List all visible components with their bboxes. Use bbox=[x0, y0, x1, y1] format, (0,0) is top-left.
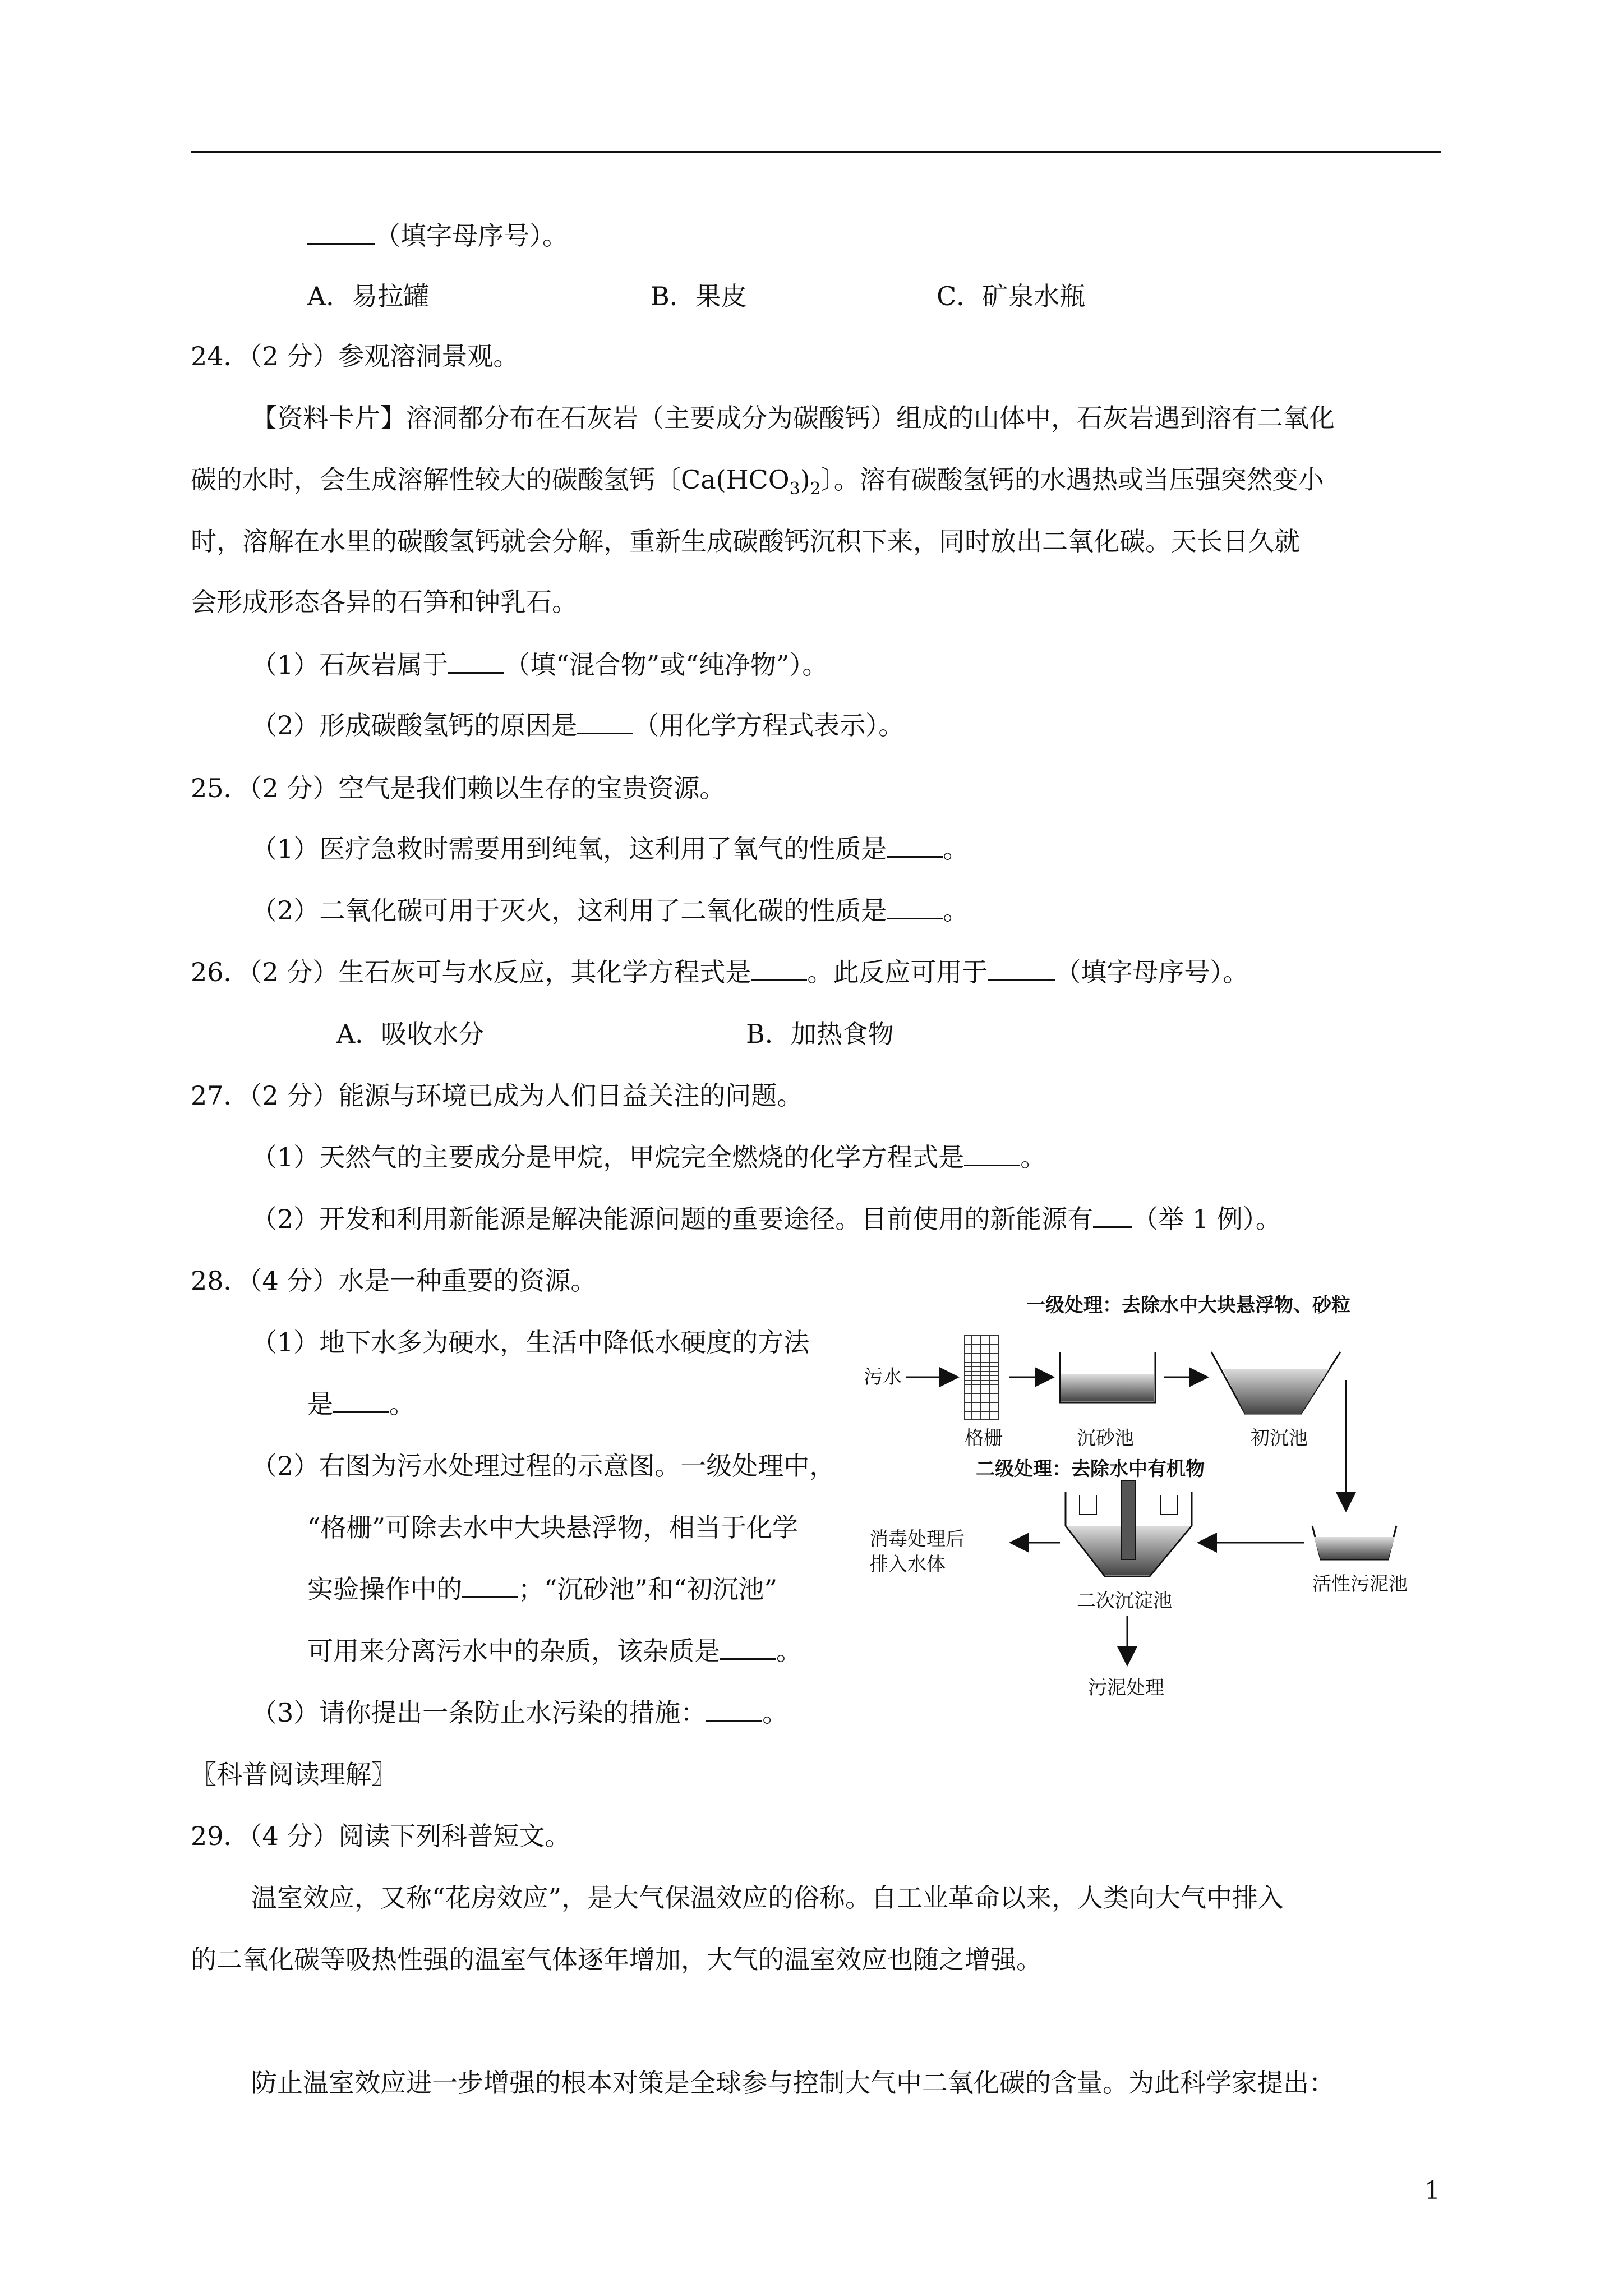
text-segment: 24．（2 分）参观溶洞景观。 bbox=[191, 341, 519, 371]
grille-icon bbox=[965, 1335, 998, 1419]
text-line-q26 bbox=[191, 955, 1248, 989]
text-line-sec bbox=[191, 1757, 397, 1791]
answer-blank[interactable] bbox=[462, 1574, 518, 1598]
text-segment: （填“混合物”或“纯净物”）。 bbox=[504, 650, 828, 680]
answer-blank[interactable] bbox=[887, 834, 943, 858]
text-segment: 的二氧化碳等吸热性强的温室气体逐年增加，大气的温室效应也随之增强。 bbox=[191, 1944, 1042, 1975]
text-line-q28 bbox=[191, 1264, 596, 1297]
text-segment: A．易拉罐 bbox=[307, 281, 430, 311]
page-number: 1 bbox=[1424, 2177, 1440, 2205]
text-segment: （2）开发和利用新能源是解决能源问题的重要途径。目前使用的新能源有 bbox=[251, 1204, 1094, 1234]
text-segment: 。 bbox=[762, 1697, 789, 1728]
text-line-q29_p3 bbox=[251, 2066, 1335, 2100]
text-segment: （举 1 例）。 bbox=[1132, 1204, 1281, 1234]
text-line-q25_2 bbox=[251, 894, 969, 927]
text-line-q27_2 bbox=[251, 1202, 1281, 1236]
text-segment: （1）医疗急救时需要用到纯氧，这利用了氧气的性质是 bbox=[251, 834, 887, 864]
text-line-q25 bbox=[191, 771, 725, 805]
text-line-q28_2a bbox=[251, 1449, 835, 1483]
text-segment: 25．（2 分）空气是我们赖以生存的宝贵资源。 bbox=[191, 773, 726, 803]
answer-blank[interactable] bbox=[307, 220, 375, 245]
text-segment: B．加热食物 bbox=[746, 1019, 894, 1049]
answer-blank[interactable] bbox=[577, 710, 633, 734]
text-segment: 温室效应，又称“花房效应”，是大气保温效应的俗称。自工业革命以来，人类向大气中排入 bbox=[251, 1883, 1284, 1913]
text-segment: “格栅”可除去水中大块悬浮物，相当于化学 bbox=[307, 1512, 799, 1543]
text-segment: 。 bbox=[389, 1389, 415, 1419]
header-rule bbox=[191, 151, 1441, 153]
text-line-q24_p3 bbox=[191, 524, 1300, 558]
text-segment: 27．（2 分）能源与环境已成为人们日益关注的问题。 bbox=[191, 1080, 803, 1111]
answer-blank[interactable] bbox=[751, 957, 807, 981]
text-segment: 26．（2 分）生石灰可与水反应，其化学方程式是 bbox=[191, 957, 751, 987]
text-segment: B．果皮 bbox=[651, 281, 747, 311]
text-line-q28_1b bbox=[307, 1387, 415, 1421]
text-line-q25_1 bbox=[251, 832, 969, 866]
subscript: 3 bbox=[789, 479, 800, 499]
text-segment: （1）石灰岩属于 bbox=[251, 650, 449, 680]
text-line-q27_1 bbox=[251, 1140, 1046, 1174]
stage2-title: 二级处理：去除水中有机物 bbox=[976, 1458, 1205, 1480]
text-segment: 实验操作中的 bbox=[307, 1574, 462, 1604]
text-segment: 〕。溶有碳酸氢钙的水遇热或当压强突然变小 bbox=[820, 464, 1324, 495]
text-segment: 时，溶解在水里的碳酸氢钙就会分解，重新生成碳酸钙沉积下来，同时放出二氧化碳。天长日久就 bbox=[191, 526, 1300, 556]
text-segment: 可用来分离污水中的杂质，该杂质是 bbox=[307, 1636, 720, 1666]
text-segment: 29．（4 分）阅读下列科普短文。 bbox=[191, 1821, 571, 1851]
text-segment: 是 bbox=[307, 1389, 333, 1419]
text-line-q28_3 bbox=[251, 1696, 788, 1729]
text-segment: 。此反应可用于 bbox=[807, 957, 988, 987]
text-segment: 〖科普阅读理解〗 bbox=[191, 1759, 397, 1789]
text-segment: （3）请你提出一条防止水污染的措施： bbox=[251, 1697, 707, 1728]
answer-blank[interactable] bbox=[988, 957, 1055, 981]
activated-sludge-water bbox=[1314, 1537, 1395, 1559]
text-line-q28_1a bbox=[251, 1326, 809, 1359]
text-line-q24 bbox=[191, 339, 519, 373]
answer-blank[interactable] bbox=[887, 895, 943, 919]
answer-blank[interactable] bbox=[706, 1697, 762, 1722]
text-segment: 。 bbox=[943, 834, 969, 864]
text-segment: ；“沉砂池”和“初沉池” bbox=[518, 1574, 778, 1604]
secondary-tank-label: 二次沉淀池 bbox=[1077, 1590, 1172, 1612]
answer-blank[interactable] bbox=[720, 1636, 776, 1660]
text-segment: 28．（4 分）水是一种重要的资源。 bbox=[191, 1266, 597, 1296]
grit-tank-water bbox=[1061, 1374, 1154, 1401]
text-line-q24_2 bbox=[251, 708, 904, 742]
text-line-q24_p2 bbox=[191, 463, 1324, 506]
text-line-q28_2d bbox=[307, 1634, 802, 1668]
text-line-q29_p2 bbox=[191, 1943, 1042, 1976]
text-segment: （2）右图为污水处理过程的示意图。一级处理中， bbox=[251, 1451, 836, 1481]
weir-left-icon bbox=[1080, 1495, 1096, 1515]
input-label: 污水 bbox=[864, 1366, 902, 1388]
discharge-label-1: 消毒处理后 bbox=[869, 1528, 965, 1550]
text-segment: ) bbox=[800, 464, 810, 495]
text-segment: 防止温室效应进一步增强的根本对策是全球参与控制大气中二氧化碳的含量。为此科学家提出： bbox=[251, 2068, 1335, 2098]
text-segment: （2）二氧化碳可用于灭火，这利用了二氧化碳的性质是 bbox=[251, 895, 887, 926]
primary-tank-water bbox=[1223, 1369, 1329, 1414]
text-line-q27 bbox=[191, 1079, 803, 1112]
text-line-q24_p4 bbox=[191, 585, 578, 619]
stage1-title: 一级处理：去除水中大块悬浮物、砂粒 bbox=[1026, 1294, 1350, 1317]
text-line-q29 bbox=[191, 1819, 570, 1853]
grit-tank-label: 沉砂池 bbox=[1077, 1427, 1134, 1450]
wastewater-treatment-diagram bbox=[864, 1290, 1424, 1705]
text-segment: 碳的水时，会生成溶解性较大的碳酸氢钙〔Ca(HCO bbox=[191, 464, 790, 495]
text-line-q23_tail bbox=[307, 219, 568, 252]
discharge-label-2: 排入水体 bbox=[869, 1553, 946, 1576]
center-well-icon bbox=[1122, 1481, 1135, 1559]
text-line-q23_c bbox=[937, 279, 1085, 313]
text-segment: （1）天然气的主要成分是甲烷，甲烷完全燃烧的化学方程式是 bbox=[251, 1142, 965, 1172]
activated-sludge-label: 活性污泥池 bbox=[1312, 1573, 1408, 1595]
text-line-q23_a bbox=[307, 279, 429, 313]
text-line-q26_b bbox=[746, 1017, 894, 1051]
answer-blank[interactable] bbox=[448, 650, 504, 674]
text-segment: （1）地下水多为硬水，生活中降低水硬度的方法 bbox=[251, 1327, 810, 1358]
text-segment: 【资料卡片】溶洞都分布在石灰岩（主要成分为碳酸钙）组成的山体中，石灰岩遇到溶有二氧化 bbox=[251, 403, 1335, 433]
text-line-q24_p1 bbox=[251, 401, 1335, 435]
sludge-treatment-label: 污泥处理 bbox=[1088, 1677, 1164, 1699]
text-segment: C．矿泉水瓶 bbox=[937, 281, 1086, 311]
text-segment: 会形成形态各异的石笋和钟乳石。 bbox=[191, 587, 578, 617]
text-segment: 。 bbox=[1020, 1142, 1046, 1172]
text-segment: （用化学方程式表示）。 bbox=[633, 710, 905, 740]
subscript: 2 bbox=[810, 479, 821, 499]
text-line-q28_2c bbox=[307, 1572, 777, 1606]
text-line-q23_b bbox=[651, 279, 747, 313]
answer-blank[interactable] bbox=[1093, 1204, 1132, 1228]
answer-blank[interactable] bbox=[964, 1142, 1020, 1166]
text-segment: （填字母序号）。 bbox=[375, 220, 568, 251]
text-segment: 。 bbox=[943, 895, 969, 926]
text-segment: 。 bbox=[776, 1636, 802, 1666]
text-line-q29_p1 bbox=[251, 1881, 1284, 1915]
primary-tank-label: 初沉池 bbox=[1251, 1427, 1308, 1450]
text-segment: （填字母序号）。 bbox=[1055, 957, 1249, 987]
grille-label: 格栅 bbox=[965, 1427, 1003, 1450]
text-line-q28_2b bbox=[307, 1511, 798, 1544]
weir-right-icon bbox=[1161, 1495, 1178, 1515]
answer-blank[interactable] bbox=[333, 1389, 389, 1413]
text-segment: A．吸收水分 bbox=[336, 1019, 485, 1049]
text-line-q24_1 bbox=[251, 648, 828, 682]
text-line-q26_a bbox=[336, 1017, 484, 1051]
text-segment: （2）形成碳酸氢钙的原因是 bbox=[251, 710, 578, 740]
